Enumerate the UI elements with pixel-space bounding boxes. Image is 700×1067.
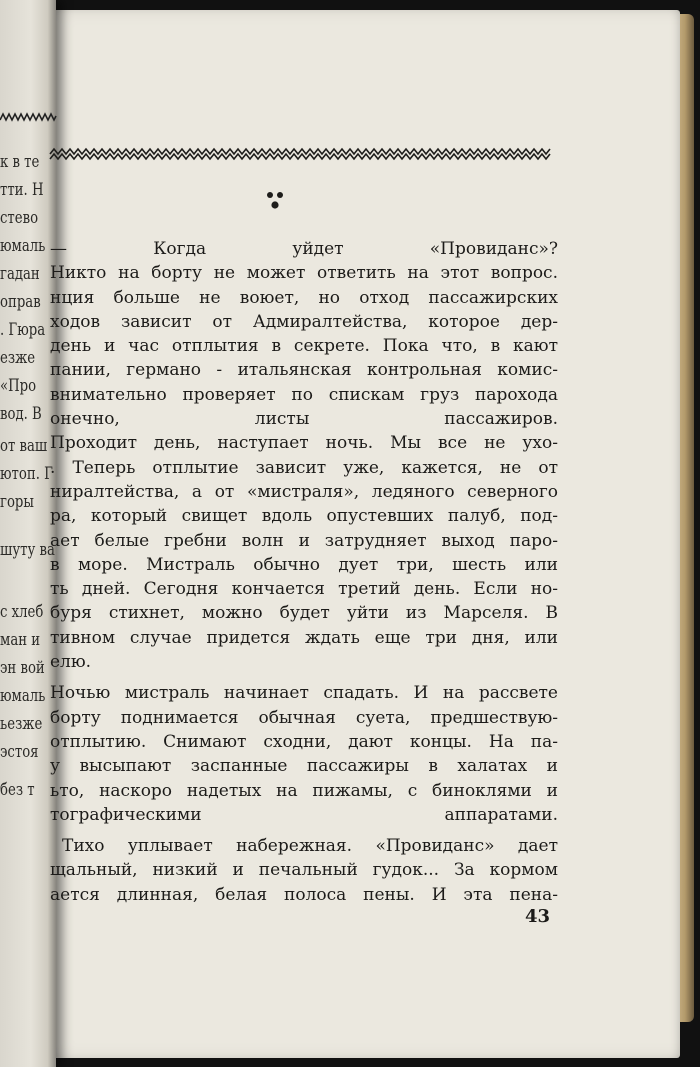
left-page-text-fragment: тти. Н: [0, 180, 44, 200]
text-line: ается длинная, белая полоса пены. И эта пена-: [50, 884, 558, 905]
text-line: внимательно проверяет по спискам груз парохода: [50, 384, 558, 405]
left-page-text-fragment: ман и: [0, 630, 41, 650]
text-line: отплытию. Снимают сходни, дают концы. На па-: [50, 731, 558, 752]
left-page-ornament-border: [0, 112, 56, 122]
left-page-text-fragment: . Гюра: [0, 320, 46, 340]
left-page-text-fragment: «Про: [0, 376, 37, 396]
left-page-text-fragment: горы: [0, 492, 34, 512]
left-page-text-fragment: юмаль: [0, 686, 46, 706]
left-page-text-fragment: шуту ва: [0, 540, 55, 560]
text-line: Никто на борту не может ответить на этот вопрос.: [50, 263, 558, 284]
text-line: борту поднимается обычная суета, предшествую-: [50, 707, 558, 728]
left-page-text-fragment: езже: [0, 348, 36, 368]
text-line: — Когда уйдет «Провиданс»?: [50, 239, 558, 259]
text-line: Ночью мистраль начинает спадать. И на рассвете: [50, 683, 558, 704]
section-ornament: [262, 188, 288, 214]
text-line: щальный, низкий и печальный гудок... За кормом: [50, 860, 558, 881]
text-line: . Теперь отплытие зависит уже, кажется, не от: [50, 457, 558, 478]
left-page-text-fragment: эстоя: [0, 742, 39, 762]
text-line: пании, германо - итальянская контрольная комис-: [50, 360, 558, 381]
text-line: Проходит день, наступает ночь. Мы все не ухо-: [50, 433, 558, 454]
text-line: у высыпают заспанные пассажиры в халатах и: [50, 756, 558, 777]
left-page-text-fragment: ютоп. Г: [0, 464, 53, 484]
text-line: в море. Мистраль обычно дует три, шесть или: [50, 554, 558, 575]
text-line: тивном случае придется ждать еще три дня, или: [50, 627, 558, 648]
left-page-text-fragment: ьезже: [0, 714, 43, 734]
left-page-text-fragment: без т: [0, 780, 35, 800]
text-line: буря стихнет, можно будет уйти из Марселя. В: [50, 603, 558, 624]
left-page-text-fragment: эн вой: [0, 658, 45, 678]
text-line: ходов зависит от Адмиралтейства, которое дер-: [50, 311, 558, 332]
text-line: день и час отплытия в секрете. Пока что, в кают: [50, 336, 558, 357]
left-page-text-fragment: гадан: [0, 264, 40, 284]
text-line: ьто, наскоро надетых на пижамы, с биноклями и: [50, 780, 558, 801]
text-line: ть дней. Сегодня кончается третий день. Если но-: [50, 579, 558, 600]
text-line: Тихо уплывает набережная. «Провиданс» дает: [62, 836, 558, 857]
text-line: ниралтейства, а от «мистраля», ледяного северного: [50, 481, 558, 502]
text-line: нция больше не воюет, но отход пассажирских: [50, 287, 558, 308]
left-page-text-fragment: юмаль: [0, 236, 46, 256]
left-page-text-fragment: вод. В: [0, 404, 42, 424]
ornamental-border: [50, 147, 550, 161]
text-line: ра, который свищет вдоль опустевших палуб, под-: [50, 506, 558, 527]
text-line: елю.: [50, 652, 92, 673]
text-line: онечно, листы пассажиров.: [50, 409, 558, 430]
left-page-text-fragment: стево: [0, 208, 39, 228]
body-text: [50, 237, 558, 907]
left-page-text-fragment: оправ: [0, 292, 41, 312]
page-number: 43: [524, 906, 550, 927]
left-page-text-fragment: от ваш: [0, 436, 48, 456]
left-page-text-fragment: с хлеб: [0, 602, 44, 622]
trefoil-dots-icon: [262, 188, 288, 214]
text-line: ает белые гребни волн и затрудняет выход паро-: [50, 530, 558, 551]
left-page-text-fragment: к в те: [0, 152, 40, 172]
left-page-edge: [0, 0, 56, 1067]
text-line: тографическими аппаратами.: [50, 804, 558, 825]
